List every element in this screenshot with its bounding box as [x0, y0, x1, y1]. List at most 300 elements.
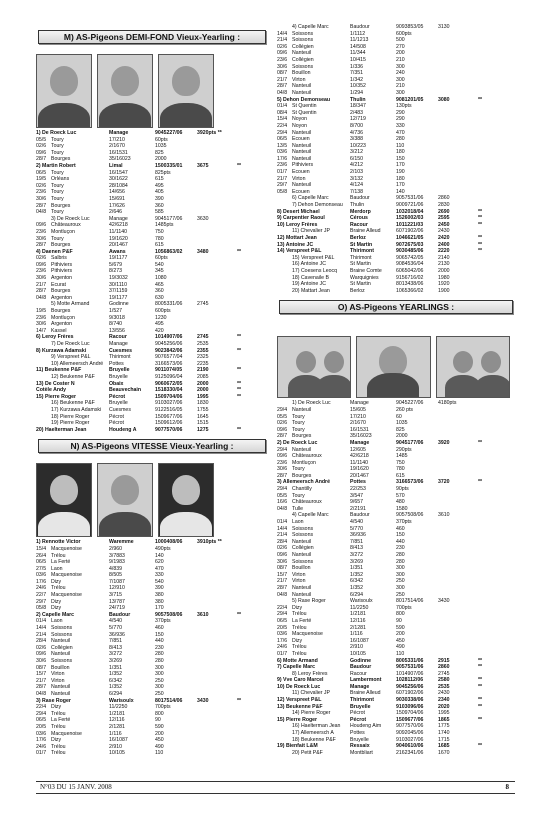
- cell-e: 1830: [197, 400, 209, 407]
- cell-f: [478, 559, 498, 566]
- cell-f: [478, 116, 498, 123]
- cell-e: [197, 691, 237, 698]
- cell-c: 4/540: [350, 519, 363, 526]
- cell-b: Soissons: [51, 658, 73, 664]
- cell-f: **: [237, 380, 242, 387]
- cell-a: 09/6: [36, 261, 47, 268]
- cell-d: 1046621/05: [396, 235, 424, 241]
- cell-f: [237, 704, 257, 711]
- cell-a: 14/4: [277, 30, 288, 37]
- cell-f: [478, 493, 498, 500]
- cell-c: 4/124: [350, 182, 363, 189]
- cell-d: 300: [396, 584, 405, 591]
- section-m-photos: [36, 48, 268, 130]
- cell-f: **: [237, 347, 242, 354]
- issue-info: N°03 DU 15 JANV. 2008: [40, 783, 112, 791]
- cell-f: **: [478, 677, 483, 684]
- cell-a: 15/4: [36, 545, 47, 552]
- cell-c: Pottes: [350, 479, 366, 486]
- cell-e: [438, 90, 478, 97]
- cell-b: Noyon: [292, 122, 307, 129]
- cell-e: [438, 618, 478, 625]
- race-result-row: [36, 137, 268, 144]
- cell-f: **: [237, 248, 242, 255]
- race-result-row: [36, 585, 268, 592]
- cell-c: 2/483: [350, 109, 363, 116]
- cell-a: 04/8: [277, 591, 288, 598]
- cell-b: 17) Kurzawa Adamski: [51, 406, 102, 413]
- cell-e: [438, 116, 478, 123]
- cell-f: [237, 222, 257, 229]
- cell-d: 9045256/06: [155, 341, 183, 347]
- race-result-row: [36, 618, 268, 625]
- cell-e: [197, 711, 237, 718]
- cell-f: [478, 407, 498, 414]
- cell-b: Trélou: [51, 743, 66, 750]
- race-result-row: [277, 592, 515, 599]
- cell-f: [478, 499, 498, 506]
- cell-c: 16/1531: [109, 149, 128, 156]
- cell-e: [197, 638, 237, 645]
- cell-d: 140: [396, 188, 405, 195]
- cell-f: [237, 579, 257, 586]
- cell-a: 04/8: [36, 294, 47, 301]
- cell-f: [237, 150, 257, 157]
- cell-d: 1526002/03: [396, 215, 424, 222]
- cell-c: 7/851: [109, 638, 122, 645]
- cell-d: 210: [396, 83, 405, 90]
- cell-d: 280: [396, 552, 405, 558]
- race-result-row: [36, 150, 268, 157]
- cell-a: [277, 228, 292, 235]
- cell-d: 60pts: [155, 255, 168, 262]
- cell-a: 19/5: [36, 176, 47, 183]
- cell-f: [478, 466, 498, 473]
- cell-b: Tulle: [292, 505, 304, 512]
- cell-a: 09/6: [36, 651, 47, 658]
- cell-c: 13/556: [109, 327, 125, 334]
- cell-e: 4180pts: [438, 400, 457, 407]
- entry-header-row: [277, 664, 515, 671]
- cell-a: 14/7: [36, 327, 47, 334]
- cell-f: [237, 546, 257, 553]
- race-result-row: [36, 189, 268, 196]
- cell-d: 570: [396, 492, 405, 499]
- race-result-row: [36, 638, 268, 645]
- cell-e: 1275: [197, 426, 209, 433]
- cell-d: 9045177/06: [396, 439, 424, 446]
- cell-b: Virton: [292, 578, 306, 585]
- cell-f: **: [478, 208, 483, 215]
- cell-e: [438, 77, 478, 84]
- cell-f: [478, 130, 498, 137]
- cell-b: 20) Petit P&F: [292, 749, 323, 756]
- cell-c: 6/342: [350, 578, 363, 585]
- entry-header-row: [36, 301, 268, 308]
- cell-a: [277, 598, 292, 605]
- cell-f: **: [478, 703, 483, 710]
- cell-f: [237, 341, 257, 348]
- cell-b: Nanteuil: [51, 651, 71, 658]
- cell-a: 17/6: [36, 737, 47, 744]
- cell-c: 1/336: [350, 63, 363, 70]
- cell-b: Laon: [292, 519, 304, 526]
- cell-b: Macquenoise: [51, 572, 82, 579]
- cell-a: 06/5: [277, 617, 288, 624]
- cell-f: [478, 110, 498, 117]
- entry-header-row: [36, 163, 268, 170]
- cell-e: [197, 737, 237, 744]
- cell-a: 29/7: [36, 598, 47, 605]
- entry-header-row: [277, 677, 515, 684]
- race-result-row: [277, 50, 515, 57]
- cell-f: **: [478, 479, 483, 486]
- cell-f: [237, 645, 257, 652]
- cell-b: Dizy: [292, 604, 303, 611]
- cell-f: [237, 216, 257, 223]
- cell-b: 10) Allemeersch André: [51, 360, 104, 367]
- cell-b: Virton: [292, 76, 306, 83]
- cell-b: Trélou: [51, 552, 66, 559]
- race-result-row: [36, 724, 268, 731]
- cell-f: [478, 433, 498, 440]
- cell-a: 04/8: [277, 89, 288, 96]
- cell-e: 1755: [197, 406, 209, 413]
- cell-e: 2580: [438, 677, 450, 684]
- cell-c: 19/1620: [109, 235, 128, 242]
- cell-d: 1230: [155, 314, 167, 321]
- cell-b: Trélou: [292, 644, 307, 651]
- cell-b: Toury: [292, 426, 305, 433]
- cell-c: Manage: [109, 215, 128, 222]
- race-result-row: [36, 744, 268, 751]
- cell-a: 03/6: [277, 631, 288, 638]
- cell-f: [237, 407, 257, 414]
- cell-b: Soissons: [51, 631, 73, 638]
- cell-f: [478, 486, 498, 493]
- cell-e: [438, 143, 478, 150]
- cell-e: [438, 420, 478, 427]
- cell-a: 28/4: [36, 638, 47, 645]
- race-result-row: [277, 585, 515, 592]
- race-result-row: [277, 552, 515, 559]
- entry-header-row: [277, 743, 515, 750]
- cell-a: 30/6: [36, 235, 47, 242]
- portrait-photo: [97, 54, 153, 128]
- cell-c: Montbliart: [350, 749, 373, 756]
- cell-a: [277, 255, 292, 262]
- cell-c: 20/1467: [350, 472, 369, 479]
- cell-b: 8) Leroy Frères: [292, 670, 328, 677]
- cell-e: 2860: [438, 664, 450, 671]
- cell-c: Bruyelle: [350, 703, 371, 710]
- cell-b: Toury: [292, 420, 305, 427]
- cell-f: [237, 678, 257, 685]
- cell-e: [438, 644, 478, 651]
- cell-d: 9057531/06: [396, 664, 424, 671]
- cell-b: 4) Capelle Marc: [292, 24, 329, 30]
- cell-c: 16/1531: [350, 426, 369, 433]
- cell-a: 30/6: [277, 558, 288, 565]
- cell-f: [478, 460, 498, 467]
- cell-d: 170: [155, 605, 164, 612]
- cell-f: [478, 176, 498, 183]
- cell-e: [438, 526, 478, 533]
- cell-c: 2/910: [109, 743, 122, 750]
- cell-c: Thulin: [350, 202, 365, 209]
- cell-d: 490pts: [155, 545, 171, 552]
- cell-b: 9) Carpentier Raoul: [277, 215, 325, 222]
- cell-a: 06/5: [36, 559, 47, 566]
- cell-f: [478, 275, 498, 282]
- cell-e: [197, 724, 237, 731]
- entry-header-row: [277, 195, 515, 202]
- cell-a: 02/6: [277, 545, 288, 552]
- cell-c: 7/351: [350, 70, 363, 77]
- cell-c: 10/105: [350, 650, 366, 657]
- race-result-row: [277, 638, 515, 645]
- cell-c: 1/1112: [350, 30, 366, 37]
- cell-d: 200: [396, 50, 405, 57]
- cell-a: 28/7: [277, 472, 288, 479]
- cell-e: 3610: [438, 512, 450, 519]
- entry-header-row: [277, 202, 515, 209]
- cell-d: 9045227/06: [396, 400, 424, 407]
- cell-a: 24/6: [277, 644, 288, 651]
- cell-b: Soissons: [292, 558, 314, 565]
- portrait-photo: [356, 336, 430, 398]
- cell-a: 24/6: [36, 585, 47, 592]
- cell-c: 8/413: [109, 644, 122, 651]
- cell-d: 60pts: [155, 136, 168, 143]
- cell-f: **: [478, 664, 483, 671]
- cell-a: 17/6: [36, 578, 47, 585]
- cell-a: 19/5: [36, 308, 47, 315]
- cell-b: Toury: [292, 413, 305, 420]
- cell-f: [237, 553, 257, 560]
- cell-b: 2) De Roeck Luc: [277, 439, 318, 446]
- cell-d: 370pts: [155, 618, 171, 625]
- cell-e: 3720: [438, 479, 450, 486]
- cell-d: 140: [155, 552, 164, 559]
- cell-b: 1) De Roeck Luc: [36, 130, 77, 136]
- cell-f: [237, 328, 257, 335]
- cell-a: [36, 216, 51, 223]
- cell-c: 42/6218: [109, 222, 128, 229]
- entry-header-row: [277, 242, 515, 249]
- race-result-row: [36, 288, 268, 295]
- cell-d: 620: [155, 559, 164, 566]
- cell-e: 1515: [197, 420, 209, 427]
- cell-c: Beauvechain: [109, 387, 142, 394]
- cell-f: [478, 592, 498, 599]
- cell-a: 23/6: [277, 162, 288, 169]
- cell-a: 02/6: [277, 43, 288, 50]
- cell-c: 2/1281: [350, 624, 366, 631]
- race-result-row: [277, 83, 515, 90]
- cell-a: 28/7: [277, 584, 288, 591]
- cell-d: 9084536/04: [396, 261, 424, 268]
- cell-a: 15/7: [277, 571, 288, 578]
- cell-b: 19) Antoine JC: [292, 281, 327, 288]
- cell-a: 23/6: [36, 189, 47, 196]
- cell-c: Thirimont: [350, 697, 374, 704]
- cell-e: [197, 678, 237, 685]
- cell-c: Bruyelle: [109, 400, 128, 407]
- cell-f: **: [237, 426, 242, 433]
- group-photo: [277, 336, 351, 398]
- race-result-row: [277, 506, 515, 513]
- cell-f: [237, 599, 257, 606]
- cell-b: 5) Rase Roger: [292, 598, 326, 605]
- cell-b: 14) Verspreet P&L: [277, 248, 322, 255]
- race-result-row: [277, 466, 515, 473]
- cell-b: Toury: [51, 209, 64, 216]
- cell-d: 240: [396, 70, 405, 77]
- cell-e: [438, 611, 478, 618]
- cell-e: 2020: [438, 703, 450, 710]
- cell-b: Toury: [292, 466, 305, 473]
- race-result-row: [277, 473, 515, 480]
- cell-a: 17/6: [277, 155, 288, 162]
- cell-b: Toury: [51, 235, 64, 242]
- cell-a: 06/5: [277, 136, 288, 143]
- cell-e: [438, 156, 478, 163]
- cell-c: 19/1177: [109, 255, 128, 262]
- cell-a: [277, 671, 292, 678]
- cell-d: 1080: [155, 275, 167, 282]
- cell-d: 250: [396, 578, 405, 585]
- cell-e: [197, 632, 237, 639]
- cell-c: 11/1140: [350, 459, 368, 466]
- cell-a: 08/7: [277, 70, 288, 77]
- cell-e: [438, 559, 478, 566]
- cell-e: [197, 321, 237, 328]
- cell-b: Nanteuil: [51, 690, 71, 697]
- cell-f: [478, 288, 498, 295]
- cell-c: Baudour: [350, 24, 370, 30]
- cell-a: 29/4: [277, 406, 288, 413]
- race-result-row: [277, 493, 515, 500]
- cell-c: 5/770: [350, 525, 363, 532]
- cell-d: 9040610/06: [396, 743, 424, 750]
- entry-header-row: [277, 697, 515, 704]
- entry-header-row: [277, 400, 515, 407]
- cell-a: 30/6: [277, 63, 288, 70]
- cell-f: [237, 156, 257, 163]
- cell-b: Ecouen: [292, 136, 310, 143]
- cell-a: 05/5: [277, 492, 288, 499]
- cell-b: Bouillon: [292, 565, 311, 572]
- cell-c: 6/294: [350, 591, 363, 598]
- race-result-row: [36, 183, 268, 190]
- entry-header-row: [36, 539, 268, 546]
- cell-d: 130pts: [396, 103, 412, 110]
- cell-f: [237, 137, 257, 144]
- entry-header-row: [277, 24, 515, 31]
- cell-a: [36, 354, 51, 361]
- cell-f: [478, 255, 498, 262]
- race-result-row: [36, 222, 268, 229]
- cell-c: 3/272: [350, 552, 363, 558]
- cell-a: 21/7: [277, 76, 288, 83]
- cell-b: Châteauroux: [292, 499, 322, 506]
- cell-a: 04/8: [36, 209, 47, 216]
- cell-e: [438, 64, 478, 71]
- cell-e: [197, 744, 237, 751]
- cell-e: [438, 605, 478, 612]
- cell-b: Trélou: [292, 650, 307, 657]
- cell-e: [197, 546, 237, 553]
- cell-f: [237, 420, 257, 427]
- entry-header-row: [277, 598, 515, 605]
- cell-e: [197, 222, 237, 229]
- entry-header-row: [277, 717, 515, 724]
- cell-b: Toury: [292, 492, 305, 499]
- cell-f: [237, 592, 257, 599]
- cell-e: [438, 631, 478, 638]
- cell-d: 1509704/06: [396, 710, 424, 717]
- cell-c: Godinne: [350, 657, 372, 664]
- cell-d: 1056863/02: [155, 248, 183, 255]
- cell-e: [438, 414, 478, 421]
- cell-b: 1) De Roeck Luc: [292, 400, 331, 407]
- cell-c: 4/212: [350, 162, 363, 169]
- cell-b: 16) Haelterman Jean: [292, 723, 341, 730]
- cell-d: 300: [396, 63, 405, 70]
- cell-a: 21/7: [36, 677, 47, 684]
- cell-c: 36/936: [350, 532, 366, 539]
- cell-b: 8) Kurzawa Adamski: [36, 347, 87, 354]
- cell-d: 1509704/06: [155, 393, 183, 400]
- cell-a: [277, 512, 292, 519]
- cell-d: 9057508/06: [155, 611, 183, 618]
- cell-f: [478, 651, 498, 658]
- cell-a: 08/7: [36, 664, 47, 671]
- cell-d: 590: [155, 723, 164, 730]
- cell-d: 9057508/06: [396, 512, 424, 519]
- cell-e: [438, 149, 478, 156]
- cell-b: Kassel: [51, 327, 67, 334]
- race-result-row: [277, 31, 515, 38]
- cell-b: 16) Antoine JC: [292, 261, 327, 268]
- cell-c: 2/1281: [109, 723, 125, 730]
- cell-e: [197, 229, 237, 236]
- cell-a: 09/6: [277, 453, 288, 460]
- cell-c: 20/1467: [109, 242, 128, 249]
- cell-c: 3/212: [350, 149, 363, 156]
- cell-b: 17) Allemeersch A: [292, 730, 334, 737]
- cell-f: [237, 321, 257, 328]
- cell-c: 3/269: [109, 658, 122, 664]
- cell-f: [478, 83, 498, 90]
- cell-b: Bourges: [51, 308, 71, 315]
- cell-b: 2) Capelle Marc: [36, 611, 75, 618]
- cell-e: [438, 585, 478, 592]
- cell-e: 2000: [197, 387, 209, 394]
- cell-a: 28/7: [36, 288, 47, 295]
- cell-e: 2745: [197, 301, 209, 308]
- cell-f: [478, 70, 498, 77]
- cell-c: Ressaix: [350, 743, 370, 750]
- race-result-row: [277, 414, 515, 421]
- cell-c: Baudour: [350, 195, 370, 202]
- cell-b: Nanteuil: [292, 50, 312, 57]
- cell-e: [438, 70, 478, 77]
- cell-c: Racour: [350, 670, 367, 677]
- entry-header-row: [36, 420, 268, 427]
- cell-d: 170: [396, 162, 405, 169]
